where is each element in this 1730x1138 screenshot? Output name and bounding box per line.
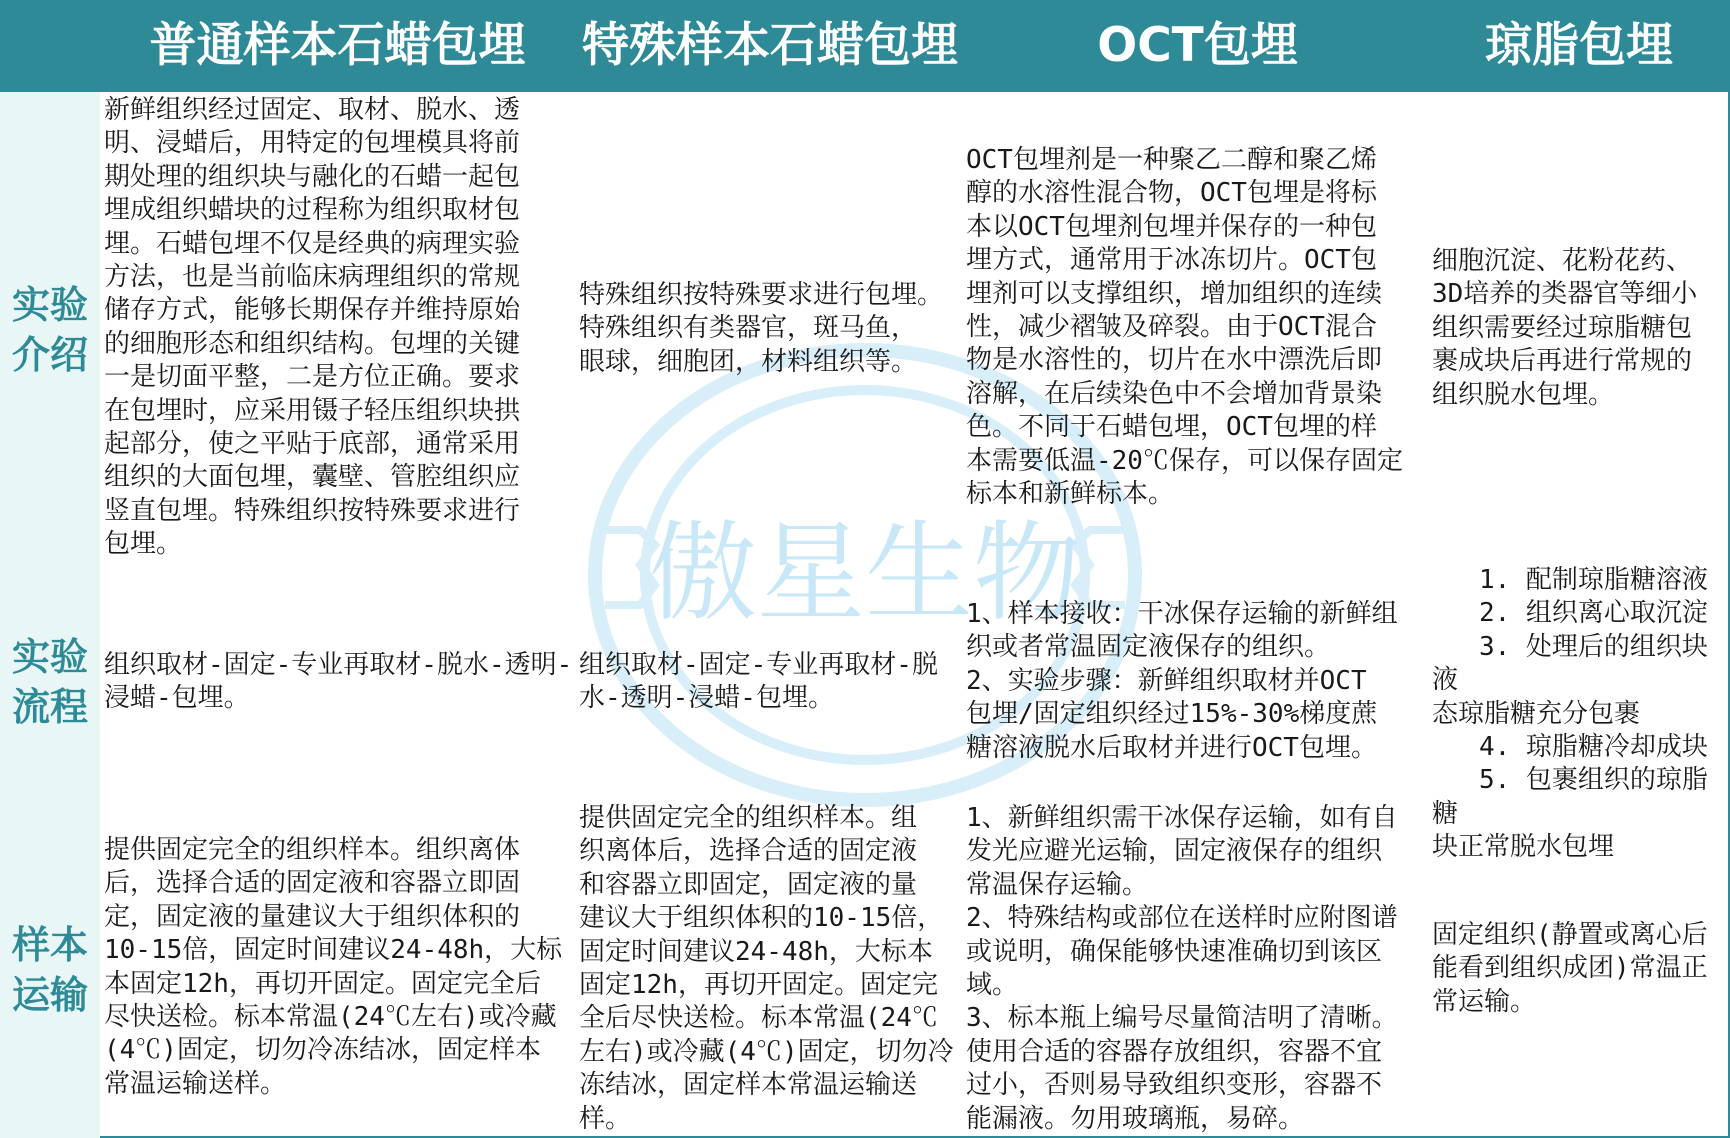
column-title-oct: OCT包埋 (1097, 18, 1298, 73)
intro-special-paraffin-cell: 特殊组织按特殊要求进行包埋。 特殊组织有类器官，斑马鱼， 眼球，细胞团，材料组织等。 (579, 280, 944, 377)
column-title-regular-paraffin: 普通样本石蜡包埋 (149, 18, 526, 73)
watermark-text: 傲星生物 (648, 511, 1082, 636)
column-title-agar: 琼脂包埋 (1485, 18, 1673, 73)
table-header (0, 0, 1730, 92)
row-label-flow: 实验 流程 (11, 635, 88, 729)
flow-regular-paraffin-cell: 组织取材-固定-专业再取材-脱水-透明- 浸蜡-包埋。 (104, 650, 573, 714)
transport-regular-paraffin-cell: 提供固定完全的组织样本。组织离体 后，选择合适的固定液和容器立即固 定，固定液的量建议大于组织体积的 10-15倍，固定时间建议24-48h，大标 本固定12h，再切开固定。固定完全后 尽快送检。标本常温(24℃左右)或冷藏 (4℃)固定，切勿冷冻结冰，固定样本 常温运输送样。 (104, 835, 563, 1099)
intro-agar-cell: 细胞沉淀、花粉花药、 3D培养的类器官等细小 组织需要经过琼脂糖包 裹成块后再进行常规的 组织脱水包埋。 (1432, 246, 1698, 410)
flow-agar-cell: 1. 配制琼脂糖溶液 2. 组织离心取沉淀 3. 处理后的组织块液 态琼脂糖充分包裹 4. 琼脂糖冷却成块 5. 包裹组织的琼脂糖 块正常脱水包埋 (1432, 565, 1708, 863)
row-label-transport: 样本 运输 (11, 923, 88, 1017)
flow-special-paraffin-cell: 组织取材-固定-专业再取材-脱 水-透明-浸蜡-包埋。 (579, 650, 938, 714)
intro-oct-cell: OCT包埋剂是一种聚乙二醇和聚乙烯 醇的水溶性混合物，OCT包埋是将标 本以OCT包埋剂包埋并保存的一种包 埋方式，通常用于冰冻切片。OCT包 埋剂可以支撑组织，增加组织的连续 性，减少褶皱及碎裂。由于OCT混合 物是水溶性的，切片在水中漂洗后即 溶解，在后续染色中不会增加背景染 色。不同于石蜡包埋，OCT包埋的样 本需要低温-20℃保存，可以保存固定 标本和新鲜标本。 (966, 145, 1403, 510)
transport-special-paraffin-cell: 提供固定完全的组织样本。组 织离体后，选择合适的固定液 和容器立即固定，固定液的量 建议大于组织体积的10-15倍， 固定时间建议24-48h，大标本 固定12h，再切开固定。固定完 全后尽快送检。标本常温(24℃ 左右)或冷藏(4℃)固定，切勿冷 冻结冰，固定样本常温运输送 样。 (579, 803, 954, 1134)
flow-oct-cell: 1、样本接收：干冰保存运输的新鲜组 织或者常温固定液保存的组织。 2、实验步骤：新鲜组织取材并OCT 包埋/固定组织经过15%-30%梯度蔗 糖溶液脱水后取材并进行OCT包埋。 (966, 599, 1398, 763)
intro-regular-paraffin-cell: 新鲜组织经过固定、取材、脱水、透 明、浸蜡后，用特定的包埋模具将前 期处理的组织块与融化的石蜡一起包 埋成组织蜡块的过程称为组织取材包 埋。石蜡包埋不仅是经典的病理实验 方法，也是当前临床病理组织的常规 储存方式，能够长期保存并维持原始 的细胞形态和组织结构。包埋的关键 一是切面平整，二是方位正确。要求 在包埋时，应采用镊子轻压组织块拱 起部分，使之平贴于底部，通常采用 组织的大面包埋，囊壁、管腔组织应 竖直包埋。特殊组织按特殊要求进行 包埋。 (104, 95, 521, 560)
transport-oct-cell: 1、新鲜组织需干冰保存运输，如有自 发光应避光运输，固定液保存的组织 常温保存运输。 2、特殊结构或部位在送样时应附图谱 或说明，确保能够快速准确切到该区 域。 3、标本瓶上编号尽量简洁明了清晰。 使用合适的容器存放组织，容器不宜 过小，否则易导致组织变形，容器不 能漏液。勿用玻璃瓶，易碎。 (966, 803, 1398, 1134)
row-label-intro: 实验 介绍 (11, 283, 88, 377)
column-title-special-paraffin: 特殊样本石蜡包埋 (582, 18, 958, 73)
transport-agar-cell: 固定组织(静置或离心后 能看到组织成团)常温正 常运输。 (1432, 920, 1708, 1017)
